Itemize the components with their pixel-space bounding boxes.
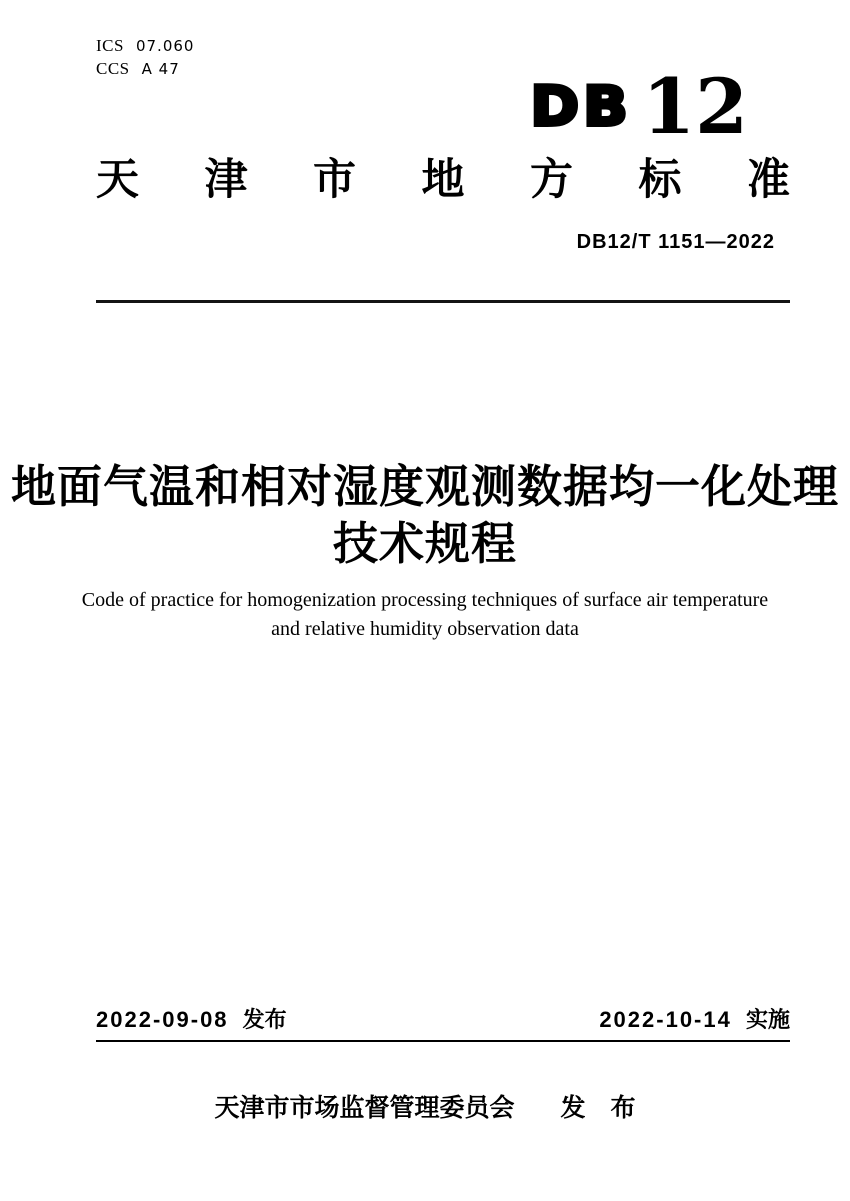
issue-date-group [96, 1007, 287, 1033]
implementation-date: 2022-10-14 [599, 1007, 732, 1032]
ics-row [96, 36, 194, 56]
standard-type-char: 天 [96, 156, 139, 204]
ccs-label: CCS [96, 59, 130, 78]
db-logo-region-code: 12 [642, 62, 748, 151]
header-rule [96, 300, 790, 303]
implementation-date-group [599, 1007, 790, 1033]
title-zh-line1: 地面气温和相对湿度观测数据均一化处理 [10, 461, 839, 512]
standard-type-heading [96, 155, 790, 205]
classification-codes [96, 36, 194, 82]
issue-label: 发布 [242, 1007, 287, 1032]
ics-value: 07.060 [135, 37, 195, 55]
title-zh-line2: 技术规程 [332, 518, 517, 569]
ccs-row [96, 59, 194, 79]
db-logo-letters: DB [530, 75, 633, 138]
issue-date: 2022-09-08 [96, 1007, 229, 1032]
footer-rule [96, 1040, 790, 1042]
document-title-en [0, 586, 850, 644]
standard-type-char: 地 [421, 156, 465, 204]
title-en-line2: and relative humidity observation data [271, 618, 579, 640]
ccs-value: A 47 [141, 60, 180, 78]
standard-number: DB12/T 1151—2022 [576, 231, 775, 253]
standard-type-char: 津 [204, 156, 248, 204]
standard-type-char: 市 [313, 156, 356, 204]
document-title-zh [0, 458, 850, 572]
ics-label: ICS [96, 36, 124, 55]
dates-row [96, 1007, 790, 1033]
publisher-name: 天津市市场监督管理委员会 [214, 1094, 515, 1122]
publish-label: 发 布 [560, 1094, 636, 1122]
standard-type-char: 标 [638, 156, 682, 204]
publisher-line [0, 1092, 850, 1124]
standard-type-char: 准 [747, 156, 790, 204]
implementation-label: 实施 [745, 1007, 790, 1032]
standard-type-char: 方 [530, 156, 573, 204]
db12-logo [530, 62, 748, 151]
title-en-line1: Code of practice for homogenization processing techniques of surface air temperature [81, 589, 769, 611]
